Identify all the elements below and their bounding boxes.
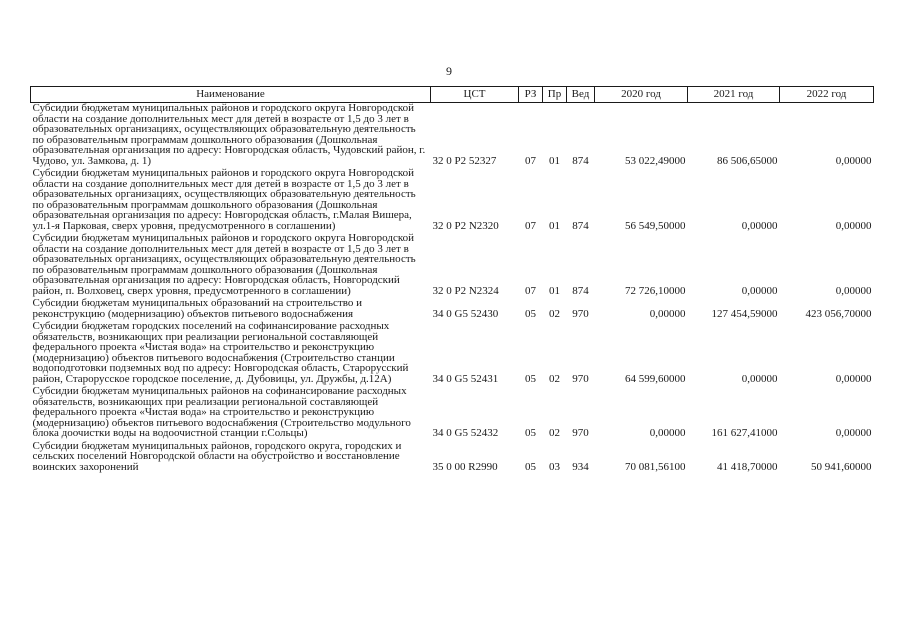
row-2022: 0,00000: [835, 284, 872, 297]
row-name: Субсидии бюджетам муниципальных образований на строительство и реконструкцию (модернизацию) объектов питьевого водоснабжения: [32, 297, 363, 320]
row-pr: 01: [549, 284, 560, 297]
row-name: Субсидии бюджетам муниципальных районов, городского округа, городских и сельских поселений Новгородской области на обустройство и восстановление воинских захоронений: [32, 439, 402, 473]
row-2021: 161 627,41000: [711, 427, 778, 439]
row-2020: 64 599,60000: [625, 372, 686, 385]
row-name: Субсидии бюджетам муниципальных районов и городского округа Новгородской области на создание дополнительных мест для детей в возрасте от 1,5 до 3 лет в образовательных организациях, осуществляющих образовательную деятельность по образовательным программам дошкольного образования (Дошкольная образовательная организация по адресу: Новгородская область, г.Малая Вишера, ул.1-я Парковая, сверх уровня, предусмотренного в соглашении): [32, 167, 416, 232]
row-ved: 934: [572, 460, 589, 473]
row-pr: 02: [549, 372, 560, 385]
row-2021: 127 454,59000: [711, 307, 778, 320]
row-cst: 32 0 P2 N2320: [432, 219, 499, 232]
row-rz: 05: [525, 460, 536, 473]
row-cst: 35 0 00 R2990: [432, 460, 498, 473]
row-2020: 0,00000: [649, 307, 686, 320]
header-ved: Вед: [567, 87, 595, 103]
header-rz: РЗ: [519, 87, 543, 103]
row-2020: 70 081,56100: [625, 460, 686, 473]
row-pr: 03: [549, 460, 560, 473]
table-row: [31, 441, 874, 475]
row-ved: 970: [572, 307, 589, 320]
table-row: [31, 321, 874, 386]
row-2020: 56 549,50000: [625, 219, 686, 232]
header-2021: 2021 год: [688, 87, 780, 103]
row-ved: 874: [572, 219, 589, 232]
header-name: Наименование: [31, 87, 431, 103]
row-cst: 34 0 G5 52431: [432, 372, 499, 385]
row-name: Субсидии бюджетам муниципальных районов и городского округа Новгородской области на создание дополнительных мест для детей в возрасте от 1,5 до 3 лет в образовательных организациях, осуществляющих образовательную деятельность по образовательным программам дошкольного образования (Дошкольная образовательная организация по адресу: Новгородская область, Чудовский район, г. Чудово, ул. Замкова, д. 1): [32, 102, 426, 167]
row-rz: 05: [525, 427, 536, 439]
row-2022: 423 056,70000: [805, 307, 872, 320]
row-2020: 53 022,49000: [625, 154, 686, 167]
row-2020: 0,00000: [649, 427, 686, 439]
table-row: [31, 386, 874, 441]
row-ved: 970: [572, 372, 589, 385]
row-2022: 0,00000: [835, 219, 872, 232]
row-2021: 0,00000: [741, 372, 778, 385]
row-2021: 0,00000: [741, 219, 778, 232]
row-2022: 50 941,60000: [811, 460, 872, 473]
header-2020: 2020 год: [595, 87, 688, 103]
row-rz: 05: [525, 307, 536, 320]
table-header-row: [31, 87, 874, 103]
row-rz: 07: [525, 219, 536, 232]
row-pr: 01: [549, 154, 560, 167]
row-2021: 86 506,65000: [717, 154, 778, 167]
row-pr: 02: [549, 427, 560, 439]
row-ved: 874: [572, 154, 589, 167]
row-2022: 0,00000: [835, 372, 872, 385]
header-cst: ЦСТ: [431, 87, 519, 103]
row-ved: 874: [572, 284, 589, 297]
row-rz: 07: [525, 154, 536, 167]
header-2022: 2022 год: [780, 87, 874, 103]
row-2021: 41 418,70000: [717, 460, 778, 473]
table-row: [31, 168, 874, 233]
row-rz: 05: [525, 372, 536, 385]
row-ved: 970: [572, 427, 589, 439]
row-cst: 34 0 G5 52432: [432, 427, 499, 439]
row-2022: 0,00000: [835, 154, 872, 167]
table-row: [31, 298, 874, 321]
table-row: [31, 233, 874, 298]
header-pr: Пр: [543, 87, 567, 103]
row-cst: 32 0 P2 N2324: [432, 284, 499, 297]
row-name: Субсидии бюджетам муниципальных районов и городского округа Новгородской области на создание дополнительных мест для детей в возрасте от 1,5 до 3 лет в образовательных организациях, осуществляющих образовательную деятельность по образовательным программам дошкольного образования (Дошкольная образовательная организация по адресу: Новгородская область, Новгородский район, п. Волховец, сверх уровня, предусмотренного в соглашении): [32, 232, 416, 297]
page-number: 9: [446, 64, 452, 78]
row-name: Субсидии бюджетам муниципальных районов на софинансирование расходных обязательств, возникающих при реализации региональной составляющей федерального проекта «Чистая вода» на строительство и реконструкцию (модернизацию) объектов питьевого водоснабжения (Строительство модульного блока доочистки воды на водоочистной станции г.Сольцы): [32, 385, 411, 439]
row-2022: 0,00000: [835, 427, 872, 439]
budget-table: [30, 86, 874, 474]
row-cst: 34 0 G5 52430: [432, 307, 499, 320]
table-row: [31, 103, 874, 169]
row-rz: 07: [525, 284, 536, 297]
row-2020: 72 726,10000: [625, 284, 686, 297]
row-2021: 0,00000: [741, 284, 778, 297]
row-name: Субсидии бюджетам городских поселений на софинансирование расходных обязательств, возникающих при реализации региональной составляющей федерального проекта «Чистая вода» на строительство и реконструкцию (модернизацию) объектов питьевого водоснабжения (Строительство станции водоподготовки подземных вод по адресу: Новгородская область, Старорусский район, Старорусское городское поселение, д. Дубовицы, ул. Дружбы, д.12А): [32, 320, 409, 385]
row-cst: 32 0 P2 52327: [432, 154, 497, 167]
row-pr: 02: [549, 307, 560, 320]
row-pr: 01: [549, 219, 560, 232]
